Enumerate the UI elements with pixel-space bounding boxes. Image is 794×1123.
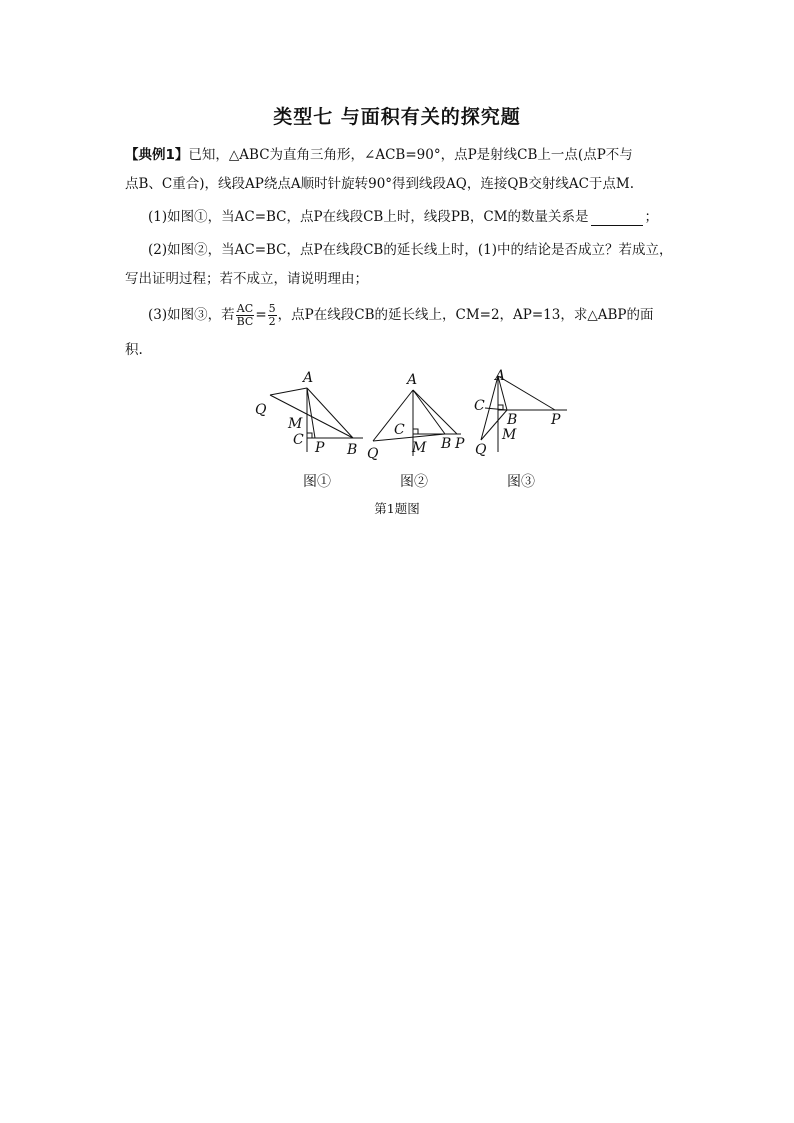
fig3-label-M: M — [502, 427, 517, 443]
geometry-figures — [245, 362, 575, 471]
question-3-post: ，点P在线段CB的延长线上，CM=2，AP=13，求△ABP的面 — [277, 307, 654, 323]
fig1-label-C: C — [293, 432, 304, 448]
fig1-label-P: P — [315, 440, 325, 456]
question-1 — [148, 208, 708, 226]
fig3-label-B: B — [507, 412, 518, 428]
figure-caption: 第1题图 — [374, 501, 420, 516]
fig2-label-A: A — [407, 372, 418, 388]
question-1-end: ； — [644, 209, 659, 225]
value-fraction — [268, 303, 277, 328]
value-numerator: 5 — [268, 302, 276, 315]
fig1-label-B: B — [347, 442, 358, 458]
fraction-numerator: AC — [236, 302, 254, 315]
problem-text-1: 已知，△ABC为直角三角形，∠ACB=90°，点P是射线CB上一点(点P不与 — [188, 147, 633, 163]
section-title: 类型七 与面积有关的探究题 — [273, 106, 521, 128]
fig1-label-M: M — [288, 416, 303, 432]
answer-blank[interactable] — [591, 212, 643, 226]
figure-2-label: 图② — [400, 474, 428, 490]
problem-line-1 — [125, 146, 685, 164]
example-tag: 【典例1】 — [125, 147, 189, 163]
fig3-label-A: A — [495, 368, 506, 384]
fig2-label-P: P — [455, 436, 465, 452]
figures-svg — [245, 362, 575, 467]
fig2-label-B: B — [441, 436, 452, 452]
fig3-label-Q: Q — [475, 442, 487, 458]
fig1-label-Q: Q — [255, 402, 267, 418]
question-3 — [148, 302, 708, 328]
fig2-label-M: M — [412, 440, 427, 456]
fig2-label-C: C — [394, 422, 405, 438]
question-1-text: (1)如图①，当AC=BC，点P在线段CB上时，线段PB，CM的数量关系是 — [148, 209, 589, 225]
fig3-label-C: C — [474, 398, 485, 414]
fig1-label-A: A — [303, 370, 314, 386]
figure-1-label: 图① — [303, 474, 331, 490]
question-2-line-1: (2)如图②，当AC=BC，点P在线段CB的延长线上时，(1)中的结论是否成立？若成立， — [148, 242, 673, 258]
ratio-fraction — [236, 303, 255, 328]
fraction-denominator: BC — [236, 315, 254, 328]
question-3-pre: (3)如图③，若 — [148, 307, 235, 323]
question-3-line-2: 积. — [125, 342, 143, 358]
question-2-line-2: 写出证明过程；若不成立，请说明理由； — [125, 271, 368, 287]
problem-line-2: 点B、C重合)，线段AP绕点A顺时针旋转90°得到线段AQ，连接QB交射线AC于点M. — [125, 176, 635, 192]
fig3-label-P: P — [551, 412, 561, 428]
value-denominator: 2 — [268, 315, 276, 328]
figure-3-label: 图③ — [507, 474, 535, 490]
fig2-label-Q: Q — [367, 446, 379, 462]
equals-sign: = — [255, 307, 267, 323]
